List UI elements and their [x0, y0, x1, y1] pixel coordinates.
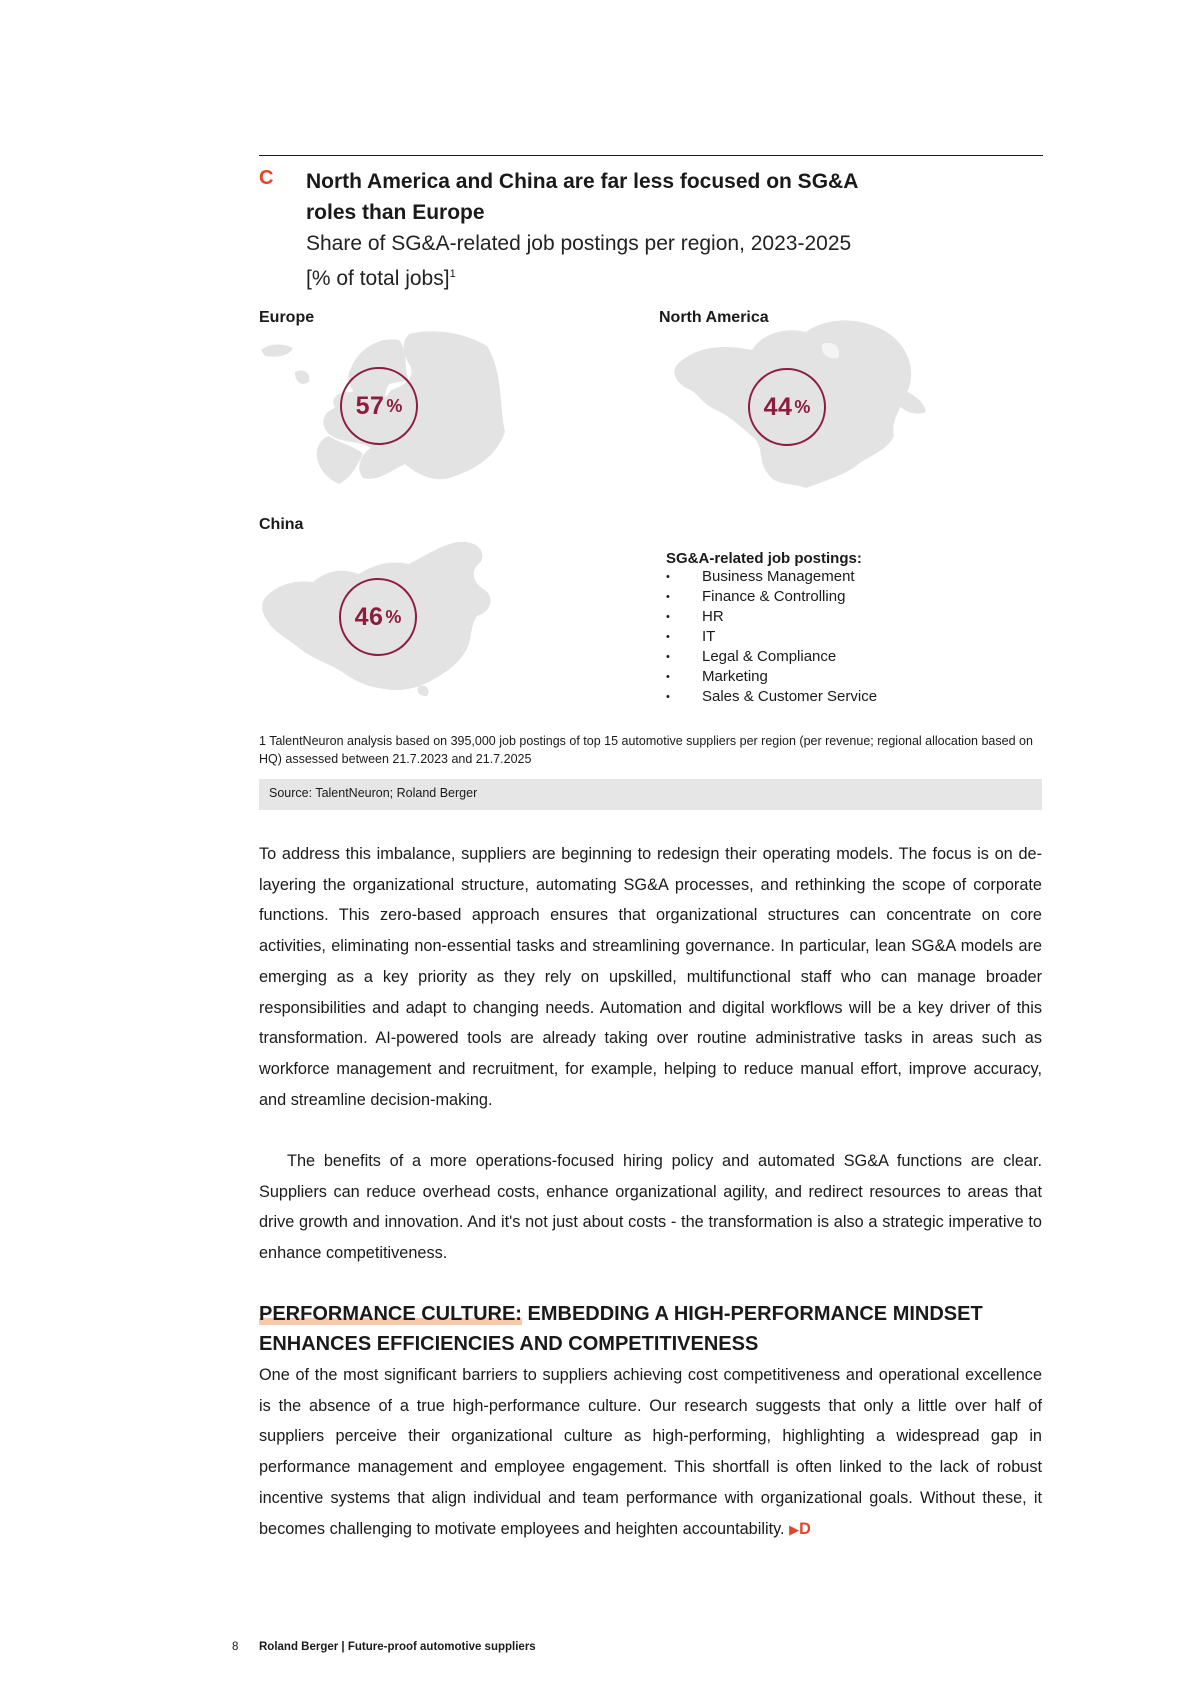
europe-share-value: 57	[355, 391, 385, 420]
region-label-china: China	[259, 516, 304, 533]
section-heading-highlight: PERFORMANCE CULTURE:	[259, 1303, 522, 1325]
body-paragraph-3-text: One of the most significant barriers to suppliers achieving cost competitiveness and operational excellence is the absence of a true high-performance culture. Our research suggests that only a little over half of suppliers perceive their organizational culture as high-performing, highlighting a widespread gap in performance management and employee engagement. This shortfall is often linked to the lack of robust incentive systems that align individual and team performance with organizational goals. Without these, it becomes challenging to motivate employees and heighten accountability.	[259, 1366, 1042, 1538]
footer-text: Roland Berger | Future-proof automotive suppliers	[259, 1641, 536, 1653]
region-label-north-america: North America	[659, 309, 769, 326]
europe-share-unit: %	[386, 395, 403, 416]
legend-bullet: •	[666, 591, 670, 603]
legend-title: SG&A-related job postings:	[666, 550, 862, 567]
legend-bullet: •	[666, 631, 670, 643]
china-share-value: 46	[354, 602, 384, 631]
body-paragraph-3	[259, 1360, 1042, 1545]
north-america-share-value: 44	[763, 392, 793, 421]
north-america-share-badge	[748, 368, 826, 446]
exhibit-reference-link[interactable]	[789, 1520, 811, 1538]
exhibit-subtitle-line2	[306, 259, 966, 294]
exhibit-reference-letter: D	[799, 1519, 811, 1538]
exhibit-top-rule	[259, 155, 1043, 156]
china-share-unit: %	[385, 606, 402, 627]
body-paragraph-2: The benefits of a more operations-focused hiring policy and automated SG&A functions are clear. Suppliers can reduce overhead costs, enhance organizational agility, and redirect resources to areas that drive growth and innovation. And it's not just about costs - the transformation is also a strategic imperative to enhance competitiveness.	[259, 1152, 1042, 1263]
footnote-marker: 1	[449, 268, 456, 280]
legend-bullet: •	[666, 571, 670, 583]
play-arrow-icon: ▶	[789, 1521, 800, 1537]
section-heading	[259, 1299, 1042, 1359]
exhibit-footnote: 1 TalentNeuron analysis based on 395,000 job postings of top 15 automotive suppliers per region (per revenue; regional allocation based on HQ) assessed between 21.7.2023 and 21.7.2025	[259, 734, 1033, 766]
exhibit-unit-label: [% of total jobs]	[306, 267, 450, 290]
body-paragraph-1: To address this imbalance, suppliers are beginning to redesign their operating models. The focus is on de-layering the organizational structure, automating SG&A processes, and rethinking the scope of corporate functions. This zero-based approach ensures that organizational structures can concentrate on core activities, eliminating non-essential tasks and streamlining governance. In particular, lean SG&A models are emerging as a key priority as they rely on upskilled, multifunctional staff who can manage broader responsibilities and adapt to changing needs. Automation and digital workflows will be a key driver of this transformation. AI-powered tools are already taking over routine administrative tasks in areas such as workforce management and recruitment, for example, helping to reduce manual effort, improve accuracy, and streamline decision-making.	[259, 845, 1042, 1109]
region-label-europe: Europe	[259, 309, 315, 326]
exhibit-letter: C	[259, 167, 274, 189]
legend-bullet: •	[666, 671, 670, 683]
exhibit-subtitle-line1: Share of SG&A-related job postings per region, 2023-2025	[306, 232, 852, 255]
north-america-share-unit: %	[794, 396, 811, 417]
legend-bullet: •	[666, 611, 670, 623]
section-heading-rest: EMBEDDING A HIGH-PERFORMANCE MINDSET ENHANCES EFFICIENCIES AND COMPETITIVENESS	[259, 1303, 983, 1355]
legend-bullet: •	[666, 691, 670, 703]
europe-share-badge	[340, 367, 418, 445]
page-number: 8	[232, 1641, 239, 1653]
china-share-badge	[339, 578, 417, 656]
legend-bullet: •	[666, 651, 670, 663]
exhibit-subtitle	[306, 228, 966, 294]
exhibit-title: North America and China are far less focused on SG&A roles than Europe	[306, 170, 858, 224]
source-text: Source: TalentNeuron; Roland Berger	[269, 786, 478, 800]
